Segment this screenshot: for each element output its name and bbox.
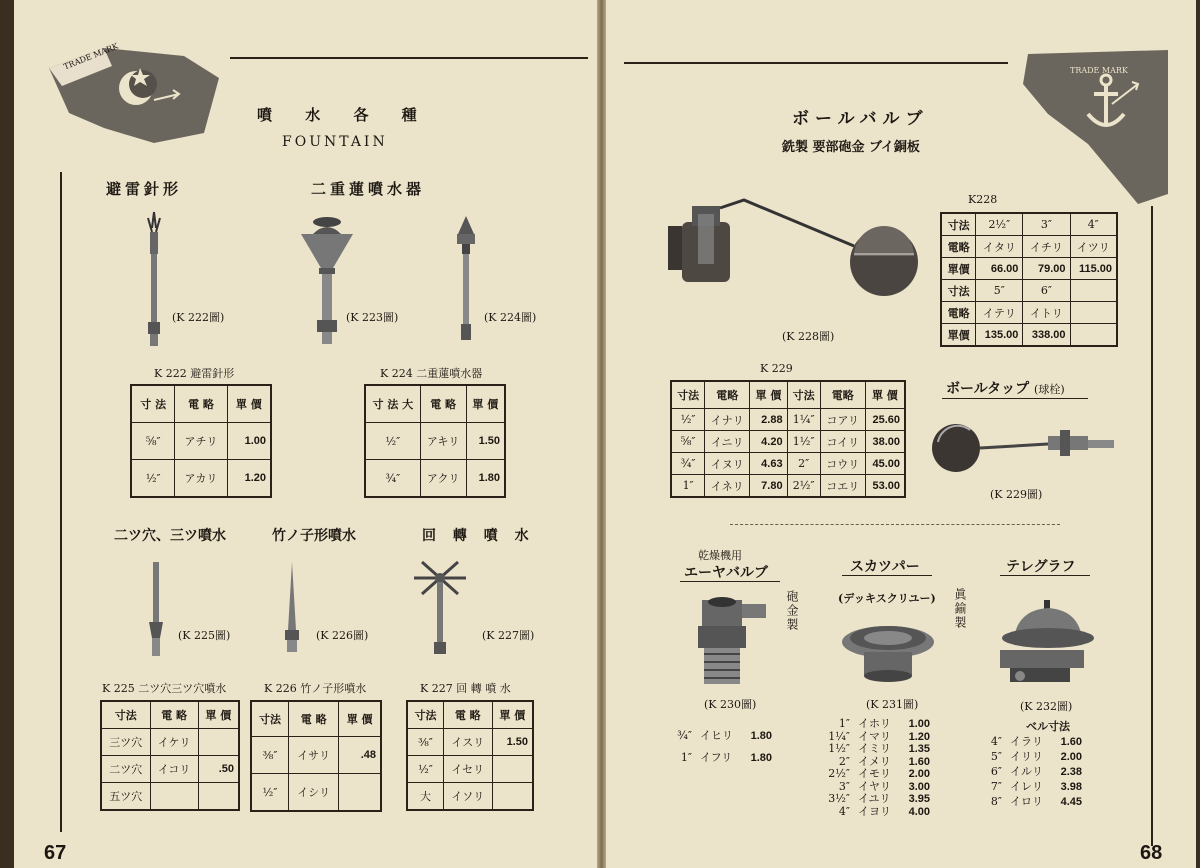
table-header: 寸法	[671, 381, 705, 409]
table-row	[365, 423, 505, 460]
air-valve-title: エーヤバルブ	[684, 565, 768, 581]
bell-size-label: ベル寸法	[1026, 720, 1070, 733]
table-header: 單 價	[750, 381, 787, 409]
section-bamboo-shoot: 竹ノ子形噴水	[272, 528, 356, 544]
code-cell	[150, 783, 198, 811]
price-cell: .50	[198, 756, 239, 783]
list-item	[804, 743, 930, 756]
table-row	[941, 236, 1117, 258]
code-cell: アキリ	[420, 423, 466, 460]
page-title: 噴 水 各 種	[257, 106, 431, 124]
size-cell: ½″	[251, 774, 289, 812]
price-cell: 53.00	[865, 475, 905, 498]
list-item	[804, 768, 930, 781]
size-cell	[1070, 280, 1117, 302]
code-cell: イサリ	[289, 737, 339, 774]
table-k227-label: K 227 回 轉 噴 水	[420, 682, 511, 695]
section-rotating: 回 轉 噴 水	[422, 528, 535, 544]
code-cell: イセリ	[443, 756, 492, 783]
table-header: 單 價	[466, 385, 505, 423]
price-cell: 25.60	[865, 409, 905, 431]
price-cell: 1.50	[466, 423, 505, 460]
trademark-text: TRADE MARK	[1070, 66, 1128, 75]
section-divider	[730, 524, 1060, 525]
k232-telegraph-bell-image	[990, 598, 1106, 690]
size-cell: 6″	[1023, 280, 1070, 302]
size-text: 2″	[838, 754, 850, 768]
size-cell: 4″	[1070, 213, 1117, 236]
caption-k226: (K 226圖)	[316, 629, 369, 642]
price-cell: 338.00	[1023, 324, 1070, 347]
size-text: 4″	[838, 804, 850, 818]
code-text: イメリ	[858, 754, 891, 768]
code-text: イモリ	[858, 767, 891, 780]
price-cell: 66.00	[976, 258, 1023, 280]
left-margin-rule	[60, 172, 62, 832]
price-text: 2.00	[908, 768, 930, 780]
size-cell: ½″	[671, 409, 705, 431]
price-cell: 135.00	[976, 324, 1023, 347]
table-row	[407, 729, 533, 756]
left-page	[14, 0, 597, 868]
ball-tap-subtitle: (球栓)	[1034, 383, 1065, 396]
code-text: イマリ	[858, 729, 891, 743]
size-text: 7″	[990, 780, 1002, 793]
price-text: 1.60	[1060, 736, 1082, 748]
top-rule	[230, 57, 588, 59]
price-text: 2.00	[1060, 751, 1082, 763]
scupper-price-list	[804, 718, 930, 818]
label-cell: 單價	[941, 324, 976, 347]
air-valve-price-list	[646, 730, 772, 774]
table-header: 電 略	[443, 701, 492, 729]
price-text: 4.00	[908, 805, 930, 818]
table-k222-label: K 222 避雷針形	[154, 367, 235, 380]
size-cell: 2½″	[787, 475, 820, 498]
caption-k224: (K 224圖)	[484, 311, 537, 324]
size-text: 1″	[680, 751, 692, 764]
table-row	[671, 431, 905, 453]
size-cell: ½″	[407, 756, 443, 783]
table-row	[251, 737, 381, 774]
code-cell: イニリ	[705, 431, 750, 453]
list-item	[956, 766, 1082, 781]
size-cell: ⅜″	[251, 737, 289, 774]
table-k229	[670, 380, 906, 498]
price-cell	[198, 783, 239, 811]
scupper-title: スカツパー	[850, 559, 920, 575]
ball-tap-title	[946, 378, 1065, 398]
air-valve-small-label: 乾燥機用	[698, 549, 742, 562]
size-text: ¾″	[677, 729, 692, 742]
right-page	[606, 0, 1196, 868]
size-cell: ⅜″	[407, 729, 443, 756]
size-text: 3″	[838, 779, 850, 793]
price-text: 1.80	[750, 730, 772, 742]
table-k226	[250, 700, 382, 812]
price-text: 1.00	[908, 718, 930, 730]
table-k226-label: K 226 竹ノ子形噴水	[264, 682, 367, 695]
table-header: 單 價	[865, 381, 905, 409]
size-cell: ¾″	[671, 453, 705, 475]
code-text: イヤリ	[858, 779, 891, 793]
table-row	[251, 774, 381, 812]
price-cell: .48	[339, 737, 381, 774]
caption-k232: (K 232圖)	[1020, 700, 1073, 713]
price-cell	[492, 756, 533, 783]
price-cell: 38.00	[865, 431, 905, 453]
size-cell: 二ツ穴	[101, 756, 150, 783]
code-cell: イネリ	[705, 475, 750, 498]
table-k224-label: K 224 二重蓮噴水器	[380, 367, 483, 380]
code-cell: イケリ	[150, 729, 198, 756]
size-cell: 大	[407, 783, 443, 811]
price-cell: 45.00	[865, 453, 905, 475]
table-k222	[130, 384, 272, 498]
size-text: 1″	[838, 717, 850, 730]
code-text: イミリ	[858, 742, 891, 755]
price-cell: 4.63	[750, 453, 787, 475]
code-cell: イヌリ	[705, 453, 750, 475]
code-text: イラリ	[1010, 735, 1043, 748]
code-cell: イテリ	[976, 302, 1023, 324]
page-number-right: 68	[1140, 842, 1163, 864]
code-text: イロリ	[1010, 795, 1043, 808]
table-header: 寸法	[101, 701, 150, 729]
caption-k222: (K 222圖)	[172, 311, 225, 324]
price-cell: 1.50	[492, 729, 533, 756]
scupper-underline	[842, 575, 932, 576]
size-cell: 1″	[671, 475, 705, 498]
caption-k227: (K 227圖)	[482, 629, 535, 642]
table-header: 寸法	[407, 701, 443, 729]
table-row	[407, 783, 533, 811]
size-text: 4″	[990, 735, 1002, 748]
list-item	[646, 730, 772, 752]
scupper-material: 眞鍮製	[953, 588, 967, 630]
size-text: 3½″	[828, 792, 850, 805]
table-k224	[364, 384, 506, 498]
table-row	[941, 213, 1117, 236]
scupper-subtitle: (デッキスクリユー)	[838, 592, 936, 605]
code-cell: イスリ	[443, 729, 492, 756]
table-row	[131, 423, 271, 460]
size-cell: 1½″	[787, 431, 820, 453]
section-double-lotus: 二重蓮噴水器	[311, 180, 426, 198]
code-cell: イトリ	[1023, 302, 1070, 324]
code-text: イヒリ	[700, 729, 733, 742]
section-two-three-hole: 二ツ穴、三ツ噴水	[114, 528, 226, 544]
price-text: 1.60	[908, 755, 930, 768]
table-header: 寸 法 大	[365, 385, 420, 423]
table-header: 電 略	[289, 701, 339, 737]
price-text: 1.35	[908, 743, 930, 755]
size-cell: ¾″	[365, 460, 420, 498]
code-cell: イコリ	[150, 756, 198, 783]
page-subtitle: FOUNTAIN	[282, 134, 388, 150]
code-cell: イタリ	[976, 236, 1023, 258]
caption-k229: (K 229圖)	[990, 488, 1043, 501]
table-row	[671, 453, 905, 475]
ball-tap-title-text: ボールタップ	[946, 381, 1030, 397]
trademark-emblem-right	[1018, 44, 1178, 214]
page-number-left: 67	[44, 842, 67, 864]
price-text: 3.95	[908, 793, 930, 805]
telegraph-underline	[1000, 575, 1090, 576]
size-cell: 五ツ穴	[101, 783, 150, 811]
table-header: 寸法	[787, 381, 820, 409]
air-valve-underline	[680, 581, 780, 582]
ball-tap-underline	[942, 398, 1088, 399]
code-cell: アチリ	[175, 423, 227, 460]
size-cell: 2½″	[976, 213, 1023, 236]
k225-nozzle-image	[144, 560, 168, 660]
air-valve-material: 砲金製	[785, 590, 799, 632]
table-k225	[100, 700, 240, 811]
code-cell: コウリ	[820, 453, 865, 475]
code-cell: イソリ	[443, 783, 492, 811]
price-cell: 2.88	[750, 409, 787, 431]
code-cell: イツリ	[1070, 236, 1117, 258]
k223-double-lotus-nozzle-image	[297, 214, 357, 346]
k228-ball-valve-image	[668, 194, 930, 304]
caption-k225: (K 225圖)	[178, 629, 231, 642]
list-item	[956, 781, 1082, 796]
size-cell: ½″	[365, 423, 420, 460]
size-cell: ½″	[131, 460, 175, 498]
price-cell: 1.20	[227, 460, 271, 498]
label-cell: 寸法	[941, 213, 976, 236]
list-item	[804, 718, 930, 731]
size-text: 1¼″	[828, 729, 850, 743]
bell-price-list	[956, 736, 1082, 811]
code-cell: アカリ	[175, 460, 227, 498]
price-text: 3.00	[908, 780, 930, 793]
table-row	[407, 756, 533, 783]
k226-nozzle-image	[280, 560, 304, 660]
code-text: イリリ	[1010, 750, 1043, 763]
code-text: イレリ	[1010, 780, 1043, 793]
size-text: 8″	[990, 795, 1002, 808]
price-cell: 7.80	[750, 475, 787, 498]
k224-nozzle-image	[454, 214, 478, 344]
table-header: 單 價	[492, 701, 533, 729]
table-row	[671, 409, 905, 431]
code-cell: イチリ	[1023, 236, 1070, 258]
code-text: イユリ	[858, 792, 891, 805]
size-cell: 3″	[1023, 213, 1070, 236]
price-text: 4.45	[1060, 796, 1082, 808]
price-text: 2.38	[1060, 766, 1082, 778]
price-text: 3.98	[1060, 781, 1082, 793]
book-gutter	[597, 0, 606, 868]
label-cell: 單價	[941, 258, 976, 280]
table-row	[131, 460, 271, 498]
k231-scupper-image	[840, 620, 936, 686]
table-k225-label: K 225 二ツ穴三ツ穴噴水	[102, 682, 227, 695]
list-item	[956, 796, 1082, 811]
page-title: ボールバルブ	[792, 109, 929, 129]
table-k228	[940, 212, 1118, 347]
table-header: 電 略	[175, 385, 227, 423]
code-cell: コアリ	[820, 409, 865, 431]
size-text: 2½″	[828, 767, 850, 780]
price-cell	[492, 783, 533, 811]
telegraph-title: テレグラフ	[1006, 559, 1076, 575]
table-row	[941, 258, 1117, 280]
code-cell	[1070, 302, 1117, 324]
table-row	[365, 460, 505, 498]
caption-k230: (K 230圖)	[704, 698, 757, 711]
price-cell: 1.00	[227, 423, 271, 460]
table-row	[941, 280, 1117, 302]
code-cell: イシリ	[289, 774, 339, 812]
caption-k223: (K 223圖)	[346, 311, 399, 324]
table-header: 寸法	[251, 701, 289, 737]
table-header: 單 價	[227, 385, 271, 423]
list-item	[646, 752, 772, 774]
price-cell	[339, 774, 381, 812]
code-text: イフリ	[700, 751, 733, 764]
table-header: 電略	[705, 381, 750, 409]
price-text: 1.80	[750, 752, 772, 764]
code-text: イルリ	[1010, 765, 1043, 778]
list-item	[804, 793, 930, 806]
size-text: 5″	[990, 750, 1002, 763]
code-cell: イナリ	[705, 409, 750, 431]
table-row	[941, 324, 1117, 347]
price-cell: 79.00	[1023, 258, 1070, 280]
code-text: イホリ	[858, 717, 891, 730]
price-cell	[198, 729, 239, 756]
table-k227	[406, 700, 534, 811]
size-cell: 2″	[787, 453, 820, 475]
table-header: 電略	[820, 381, 865, 409]
size-text: 6″	[990, 765, 1002, 778]
list-item	[956, 751, 1082, 766]
size-cell: 5″	[976, 280, 1023, 302]
label-cell: 電略	[941, 236, 976, 258]
section-lightning-rod: 避雷針形	[106, 180, 183, 198]
k222-lightning-rod-nozzle-image	[142, 210, 166, 350]
code-cell: コエリ	[820, 475, 865, 498]
price-cell	[1070, 324, 1117, 347]
table-header: 單 價	[339, 701, 381, 737]
trademark-emblem-left	[44, 38, 224, 148]
table-row	[101, 729, 239, 756]
size-text: 1½″	[828, 742, 850, 755]
k229-ball-tap-image	[930, 420, 1120, 476]
size-cell: ⅝″	[671, 431, 705, 453]
k230-air-valve-image	[684, 594, 776, 688]
caption-k228: (K 228圖)	[782, 330, 835, 343]
table-row	[101, 783, 239, 811]
table-k228-label: K228	[968, 193, 998, 206]
size-cell: 1¼″	[787, 409, 820, 431]
k227-rotating-nozzle-image	[410, 556, 470, 660]
top-rule	[624, 62, 1008, 64]
table-k229-label: K 229	[760, 362, 793, 375]
price-cell: 4.20	[750, 431, 787, 453]
trademark-text: TRADE MARK	[62, 41, 120, 72]
table-row	[941, 302, 1117, 324]
size-cell: ⅝″	[131, 423, 175, 460]
size-cell: 三ツ穴	[101, 729, 150, 756]
label-cell: 電略	[941, 302, 976, 324]
list-item	[804, 806, 930, 819]
price-text: 1.20	[908, 730, 930, 743]
code-cell: コイリ	[820, 431, 865, 453]
page-subtitle: 銑製 要部砲金 ブイ銅板	[782, 140, 920, 155]
right-margin-rule	[1151, 206, 1153, 846]
table-header: 電 略	[150, 701, 198, 729]
table-header: 電 略	[420, 385, 466, 423]
table-header: 寸 法	[131, 385, 175, 423]
caption-k231: (K 231圖)	[866, 698, 919, 711]
code-cell: アクリ	[420, 460, 466, 498]
price-cell: 115.00	[1070, 258, 1117, 280]
list-item	[956, 736, 1082, 751]
table-header: 單 價	[198, 701, 239, 729]
table-row	[671, 475, 905, 498]
price-cell: 1.80	[466, 460, 505, 498]
table-row	[101, 756, 239, 783]
code-text: イヨリ	[858, 804, 891, 818]
label-cell: 寸法	[941, 280, 976, 302]
